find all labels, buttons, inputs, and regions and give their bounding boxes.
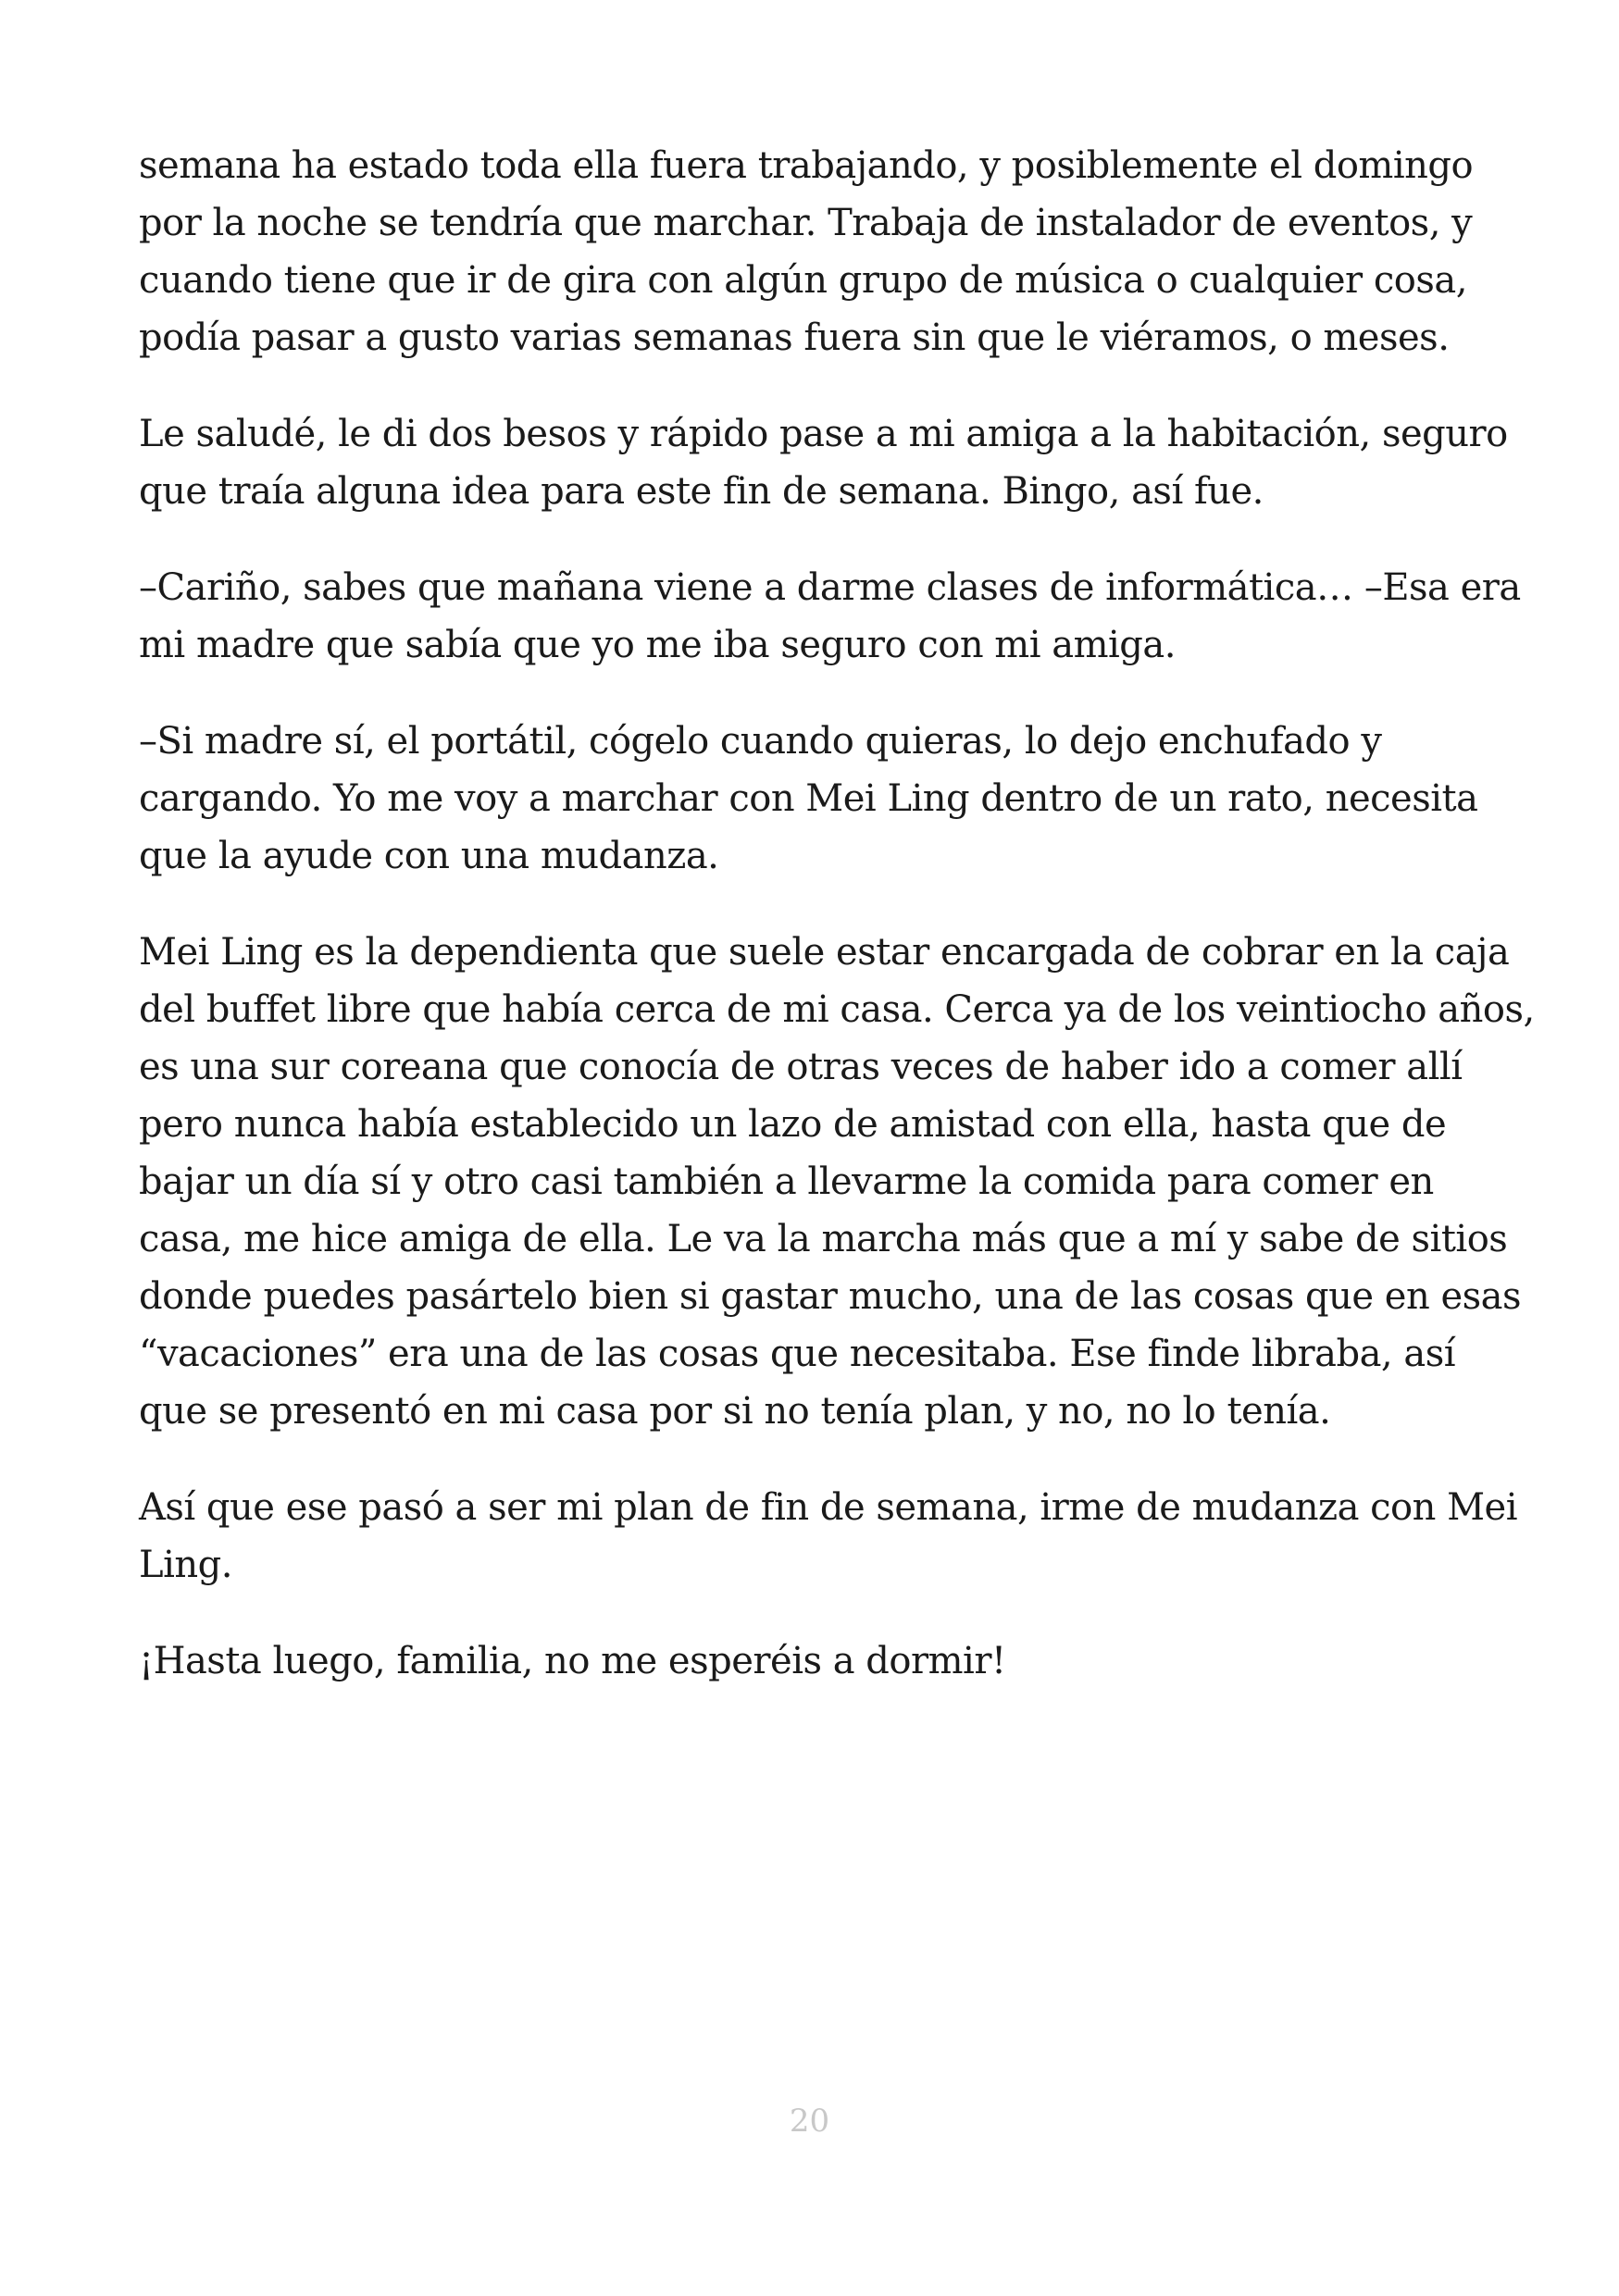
text-line: donde puedes pasártelo bien si gastar mucho, una de las cosas que en esas xyxy=(139,1275,1522,1318)
text-line: –Si madre sí, el portátil, cógelo cuando quieras, lo dejo enchufado y xyxy=(139,720,1382,763)
text-line: “vacaciones” era una de las cosas que necesitaba. Ese finde libraba, así xyxy=(139,1333,1456,1375)
text-line: Mei Ling es la dependienta que suele estar encargada de cobrar en la caja xyxy=(139,931,1510,974)
text-line: del buffet libre que había cerca de mi casa. Cerca ya de los veintiocho años, xyxy=(139,988,1535,1031)
body-text xyxy=(139,137,1535,1729)
text-line: Así que ese pasó a ser mi plan de fin de semana, irme de mudanza con Mei xyxy=(139,1486,1518,1529)
text-line: que la ayude con una mudanza. xyxy=(139,835,719,877)
text-line: por la noche se tendría que marchar. Trabaja de instalador de eventos, y xyxy=(139,202,1473,244)
paragraph xyxy=(139,924,1535,1440)
paragraph xyxy=(139,1632,1509,1690)
text-line: cuando tiene que ir de gira con algún grupo de música o cualquier cosa, xyxy=(139,259,1467,302)
text-line: mi madre que sabía que yo me iba seguro con mi amiga. xyxy=(139,624,1176,666)
text-line: bajar un día sí y otro casi también a llevarme la comida para comer en xyxy=(139,1160,1434,1203)
text-line: Le saludé, le di dos besos y rápido pase a mi amiga a la habitación, seguro xyxy=(139,413,1508,455)
text-line: casa, me hice amiga de ella. Le va la marcha más que a mí y sabe de sitios xyxy=(139,1218,1508,1260)
text-line: Ling. xyxy=(139,1544,232,1586)
paragraph xyxy=(139,1479,1518,1594)
paragraph xyxy=(139,137,1509,366)
text-line: semana ha estado toda ella fuera trabajando, y posiblemente el domingo xyxy=(139,144,1474,187)
text-line: podía pasar a gusto varias semanas fuera sin que le viéramos, o meses. xyxy=(139,316,1450,359)
text-line: pero nunca había establecido un lazo de amistad con ella, hasta que de xyxy=(139,1103,1447,1146)
paragraph xyxy=(139,559,1521,674)
paragraph xyxy=(139,405,1509,520)
page-number: 20 xyxy=(789,2103,830,2140)
text-line: –Cariño, sabes que mañana viene a darme clases de informática… –Esa era xyxy=(139,566,1521,609)
text-line: ¡Hasta luego, familia, no me esperéis a dormir! xyxy=(139,1640,1006,1682)
paragraph xyxy=(139,713,1509,885)
text-line: que se presentó en mi casa por si no tenía plan, y no, no lo tenía. xyxy=(139,1390,1331,1433)
text-line: es una sur coreana que conocía de otras veces de haber ido a comer allí xyxy=(139,1046,1463,1088)
text-line: cargando. Yo me voy a marchar con Mei Ling dentro de un rato, necesita xyxy=(139,777,1478,820)
text-line: que traía alguna idea para este fin de semana. Bingo, así fue. xyxy=(139,470,1264,513)
